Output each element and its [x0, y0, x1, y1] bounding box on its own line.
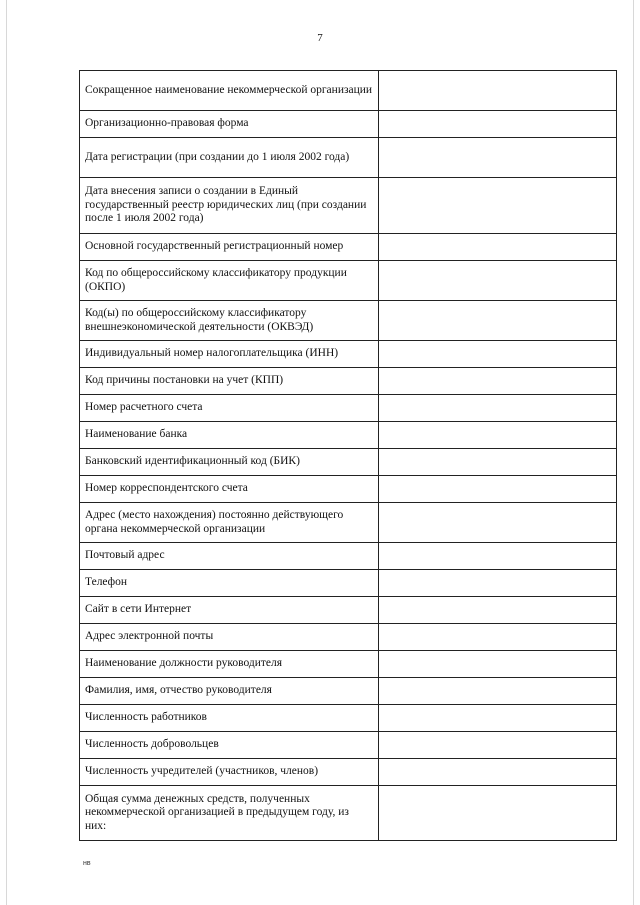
field-label: Сайт в сети Интернет [80, 597, 379, 624]
field-value[interactable] [378, 732, 616, 759]
field-label: Индивидуальный номер налогоплательщика (ИНН) [80, 341, 379, 368]
field-value[interactable] [378, 570, 616, 597]
table-row [80, 678, 617, 705]
field-label: Наименование банка [80, 422, 379, 449]
table-row [80, 71, 617, 111]
field-value[interactable] [378, 261, 616, 301]
table-row [80, 422, 617, 449]
field-label: Банковский идентификационный код (БИК) [80, 449, 379, 476]
table-row [80, 301, 617, 341]
table-row [80, 597, 617, 624]
field-value[interactable] [378, 786, 616, 841]
field-label: Номер корреспондентского счета [80, 476, 379, 503]
field-value[interactable] [378, 597, 616, 624]
field-value[interactable] [378, 234, 616, 261]
table-row [80, 570, 617, 597]
field-label: Численность добровольцев [80, 732, 379, 759]
table-row [80, 651, 617, 678]
field-label: Численность учредителей (участников, членов) [80, 759, 379, 786]
field-value[interactable] [378, 543, 616, 570]
right-scan-edge [633, 0, 634, 905]
field-value[interactable] [378, 705, 616, 732]
field-value[interactable] [378, 178, 616, 234]
table-row [80, 503, 617, 543]
table-row [80, 786, 617, 841]
field-value[interactable] [378, 71, 616, 111]
field-label: Основной государственный регистрационный номер [80, 234, 379, 261]
table-body [80, 71, 617, 841]
field-value[interactable] [378, 341, 616, 368]
field-value[interactable] [378, 138, 616, 178]
field-label: Адрес электронной почты [80, 624, 379, 651]
left-scan-edge [6, 0, 7, 905]
field-value[interactable] [378, 651, 616, 678]
table-row [80, 234, 617, 261]
field-value[interactable] [378, 395, 616, 422]
table-row [80, 341, 617, 368]
page-number: 7 [317, 32, 323, 44]
table-row [80, 395, 617, 422]
table-row [80, 476, 617, 503]
field-value[interactable] [378, 678, 616, 705]
field-label: Телефон [80, 570, 379, 597]
field-value[interactable] [378, 301, 616, 341]
field-value[interactable] [378, 449, 616, 476]
field-value[interactable] [378, 422, 616, 449]
field-value[interactable] [378, 759, 616, 786]
table-row [80, 732, 617, 759]
table-row [80, 759, 617, 786]
field-value[interactable] [378, 503, 616, 543]
table-row [80, 368, 617, 395]
field-label: Наименование должности руководителя [80, 651, 379, 678]
field-label: Сокращенное наименование некоммерческой организации [80, 71, 379, 111]
field-value[interactable] [378, 368, 616, 395]
field-label: Общая сумма денежных средств, полученных некоммерческой организацией в предыдущем году, из них: [80, 786, 379, 841]
table-row [80, 543, 617, 570]
field-label: Дата регистрации (при создании до 1 июля 2002 года) [80, 138, 379, 178]
table-row [80, 624, 617, 651]
field-label: Организационно-правовая форма [80, 111, 379, 138]
field-label: Численность работников [80, 705, 379, 732]
field-label: Почтовый адрес [80, 543, 379, 570]
field-value[interactable] [378, 624, 616, 651]
table-row [80, 178, 617, 234]
table-row [80, 449, 617, 476]
field-label: Номер расчетного счета [80, 395, 379, 422]
field-label: Код причины постановки на учет (КПП) [80, 368, 379, 395]
field-value[interactable] [378, 111, 616, 138]
table-row [80, 705, 617, 732]
field-label: Фамилия, имя, отчество руководителя [80, 678, 379, 705]
organization-info-table [79, 70, 617, 841]
field-label: Код(ы) по общероссийскому классификатору внешнеэкономической деятельности (ОКВЭД) [80, 301, 379, 341]
table-row [80, 138, 617, 178]
table-row [80, 261, 617, 301]
field-label: Дата внесения записи о создании в Единый государственный реестр юридических лиц (при создании после 1 июля 2002 года) [80, 178, 379, 234]
field-label: Код по общероссийскому классификатору продукции (ОКПО) [80, 261, 379, 301]
field-value[interactable] [378, 476, 616, 503]
table-row [80, 111, 617, 138]
field-label: Адрес (место нахождения) постоянно действующего органа некоммерческой организации [80, 503, 379, 543]
footer-mark: нв [83, 860, 91, 867]
